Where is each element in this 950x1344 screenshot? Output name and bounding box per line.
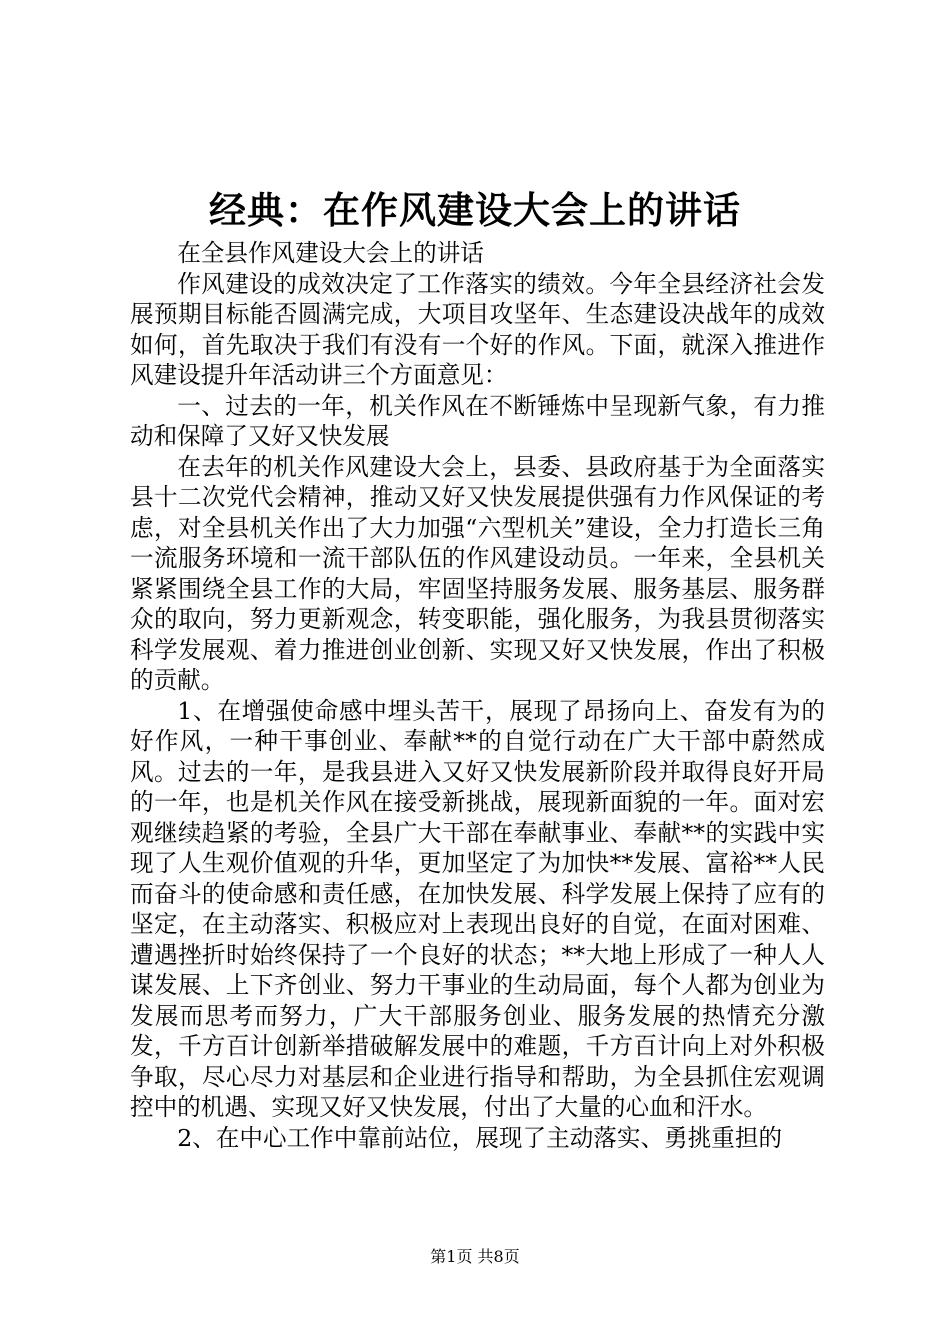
paragraph-review: 在去年的机关作风建设大会上，县委、县政府基于为全面落实县十二次党代会精神，推动又好又快发展提供强有力作风保证的考虑，对全县机关作出了大力加强“六型机关”建设，全力打造长三角一流服务环境和一流干部队伍的作风建设动员。一年来，全县机关紧紧围绕全县工作的大局，牢固坚持服务发展、服务基层、服务群众的取向，努力更新观念，转变职能，强化服务，为我县贯彻落实科学发展观、着力推进创业创新、实现又好又快发展，作出了积极的贡献。	[130, 452, 825, 694]
paragraph-point-1: 1、在增强使命感中埋头苦干，展现了昂扬向上、奋发有为的好作风，一种干事创业、奉献**的自觉行动在广大干部中蔚然成风。过去的一年，是我县进入又好又快发展新阶段并取得良好开局的一年，也是机关作风在接受新挑战，展现新面貌的一年。面对宏观继续趋紧的考验，全县广大干部在奉献事业、奉献**的实践中实现了人生观价值观的升华，更加坚定了为加快**发展、富裕**人民而奋斗的使命感和责任感，在加快发展、科学发展上保持了应有的坚定，在主动落实、积极应对上表现出良好的自觉，在面对困难、遭遇挫折时始终保持了一个良好的状态；**大地上形成了一种人人谋发展、上下齐创业、努力干事业的生动局面，每个人都为创业为发展而思考而努力，广大干部服务创业、服务发展的热情充分激发，千方百计创新举措破解发展中的难题，千方百计向上对外积极争取，尽心尽力对基层和企业进行指导和帮助，为全县抓住宏观调控中的机遇、实现又好又快发展，付出了大量的心血和汗水。	[130, 696, 825, 1121]
paragraph-point-2: 2、在中心工作中靠前站位，展现了主动落实、勇挑重担的	[177, 1123, 783, 1152]
document-body	[130, 238, 825, 1153]
document-title: 经典：在作风建设大会上的讲话	[209, 188, 741, 232]
paragraph-intro: 作风建设的成效决定了工作落实的绩效。今年全县经济社会发展预期目标能否圆满完成，大项目攻坚年、生态建设决战年的成效如何，首先取决于我们有没有一个好的作风。下面，就深入推进作风建设提升年活动讲三个方面意见：	[130, 269, 825, 389]
paragraph-section-heading: 一、过去的一年，机关作风在不断锤炼中呈现新气象，有力推动和保障了又好又快发展	[130, 391, 825, 450]
paragraph-subtitle: 在全县作风建设大会上的讲话	[177, 239, 484, 267]
page-number-footer: 第1页 共8页	[430, 1247, 520, 1266]
